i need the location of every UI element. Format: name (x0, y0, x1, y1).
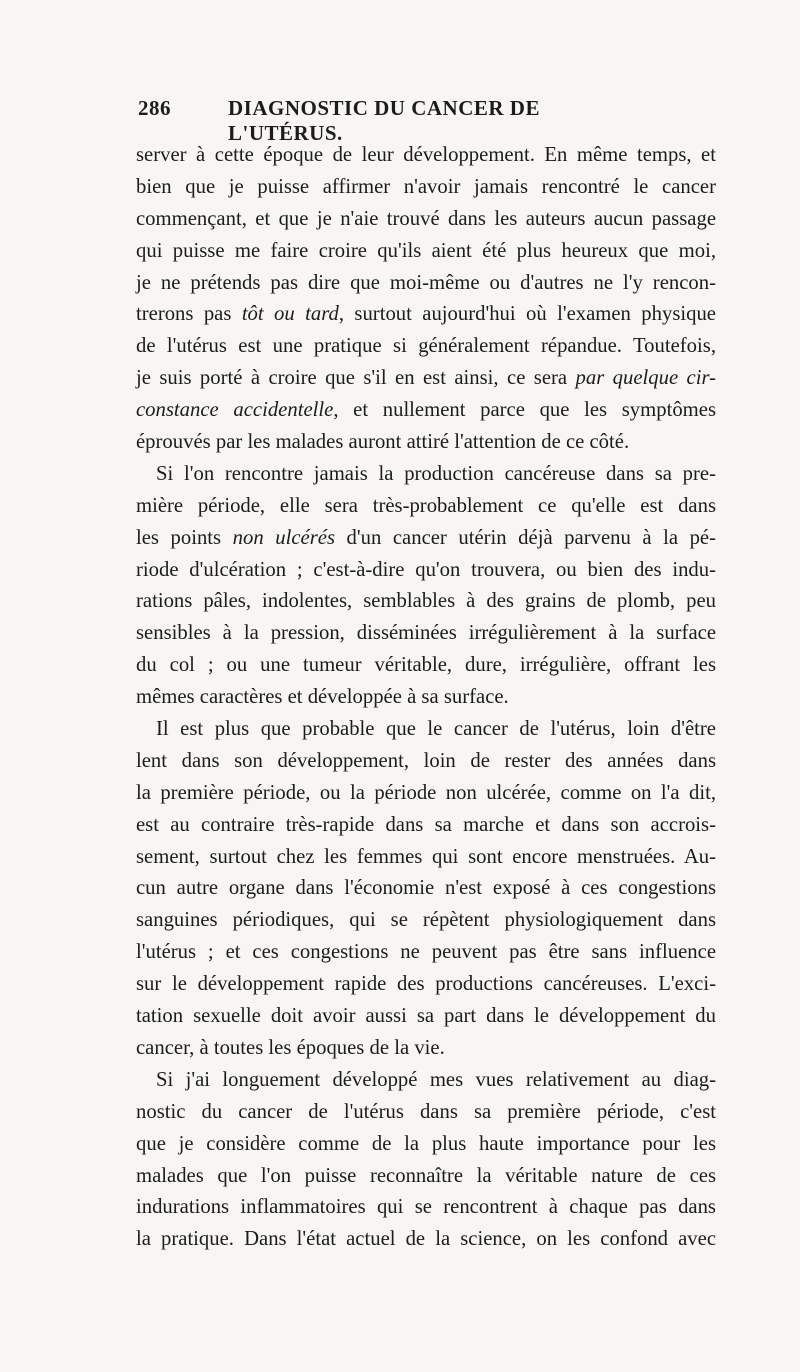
text-line: tation sexuelle doit avoir aussi sa part dans le développement du (136, 1005, 716, 1028)
text-line: malades que l'on puisse reconnaître la véritable nature de ces (136, 1164, 716, 1187)
text-line: indurations inflammatoires qui se rencontrent à chaque pas dans (136, 1196, 716, 1219)
text-line: sensibles à la pression, disséminées irrégulièrement à la surface (136, 622, 716, 645)
text-line: de l'utérus est une pratique si généralement répandue. Toutefois, (136, 335, 716, 358)
running-header (138, 96, 658, 145)
running-title: DIAGNOSTIC DU CANCER DE L'UTÉRUS. (228, 96, 540, 145)
text-line: je ne prétends pas dire que moi-même ou d'autres ne l'y rencon- (136, 271, 716, 294)
text-line: est au contraire très-rapide dans sa marche et dans son accrois- (136, 813, 716, 836)
body-text (136, 140, 716, 1256)
text-line: l'utérus ; et ces congestions ne peuvent pas être sans influence (136, 941, 716, 964)
text-line: Si j'ai longuement développé mes vues relativement au diag- (156, 1068, 716, 1091)
text-line: constance accidentelle, et nullement parce que les symptômes (136, 399, 716, 422)
text-line: commençant, et que je n'aie trouvé dans les auteurs aucun passage (136, 207, 716, 230)
text-line: du col ; ou une tumeur véritable, dure, irrégulière, offrant les (136, 654, 716, 677)
italic-phrase: tôt ou tard (241, 303, 339, 326)
text-line: les points non ulcérés d'un cancer utérin déjà parvenu à la pé- (136, 526, 716, 549)
italic-phrase: non ulcérés (232, 526, 335, 549)
text-line: riode d'ulcération ; c'est-à-dire qu'on trouvera, ou bien des indu- (136, 558, 716, 581)
text-line: trerons pas tôt ou tard, surtout aujourd'hui où l'examen physique (136, 303, 716, 326)
text-line: rations pâles, indolentes, semblables à des grains de plomb, peu (136, 590, 716, 613)
text-line: qui puisse me faire croire qu'ils aient été plus heureux que moi, (136, 239, 716, 262)
italic-phrase: constance accidentelle (136, 399, 334, 422)
text-line: sement, surtout chez les femmes qui sont encore menstruées. Au- (136, 845, 716, 868)
text-line: éprouvés par les malades auront attiré l'attention de ce côté. (136, 431, 630, 454)
text-line: Si l'on rencontre jamais la production cancéreuse dans sa pre- (156, 462, 716, 485)
text-line: sanguines périodiques, qui se répètent physiologiquement dans (136, 909, 716, 932)
text-line: lent dans son développement, loin de rester des années dans (136, 749, 716, 772)
text-line: server à cette époque de leur développement. En même temps, et (136, 144, 716, 166)
text-line: sur le développement rapide des productions cancéreuses. L'exci- (136, 973, 716, 996)
text-line: que je considère comme de la plus haute importance pour les (136, 1132, 716, 1155)
text-line: je suis porté à croire que s'il en est ainsi, ce sera par quelque cir- (136, 367, 716, 390)
text-line: mêmes caractères et développée à sa surface. (136, 686, 509, 709)
text-line: cancer, à toutes les époques de la vie. (136, 1036, 445, 1059)
text-line: bien que je puisse affirmer n'avoir jamais rencontré le cancer (136, 175, 716, 198)
text-line: mière période, elle sera très-probablement ce qu'elle est dans (136, 494, 716, 517)
text-line: cun autre organe dans l'économie n'est exposé à ces congestions (136, 877, 716, 900)
italic-phrase: par quelque cir- (575, 367, 716, 390)
text-line: nostic du cancer de l'utérus dans sa première période, c'est (136, 1100, 716, 1123)
text-line: Il est plus que probable que le cancer de l'utérus, loin d'être (156, 718, 716, 741)
page-number: 286 (138, 96, 171, 120)
text-line: la pratique. Dans l'état actuel de la science, on les confond avec (136, 1228, 716, 1251)
text-line: la première période, ou la période non ulcérée, comme on l'a dit, (136, 781, 716, 804)
